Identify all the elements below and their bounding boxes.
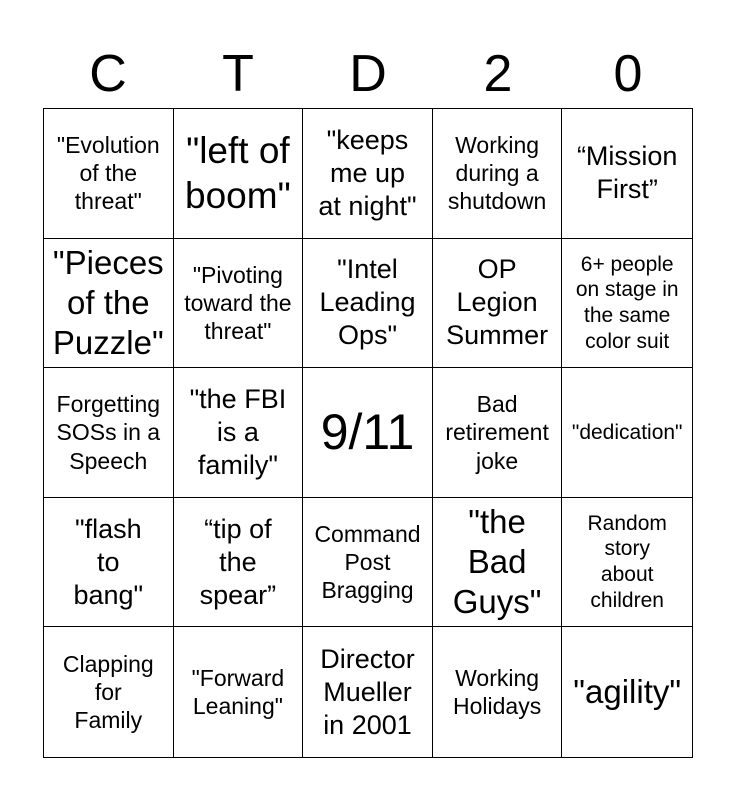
bingo-cell-r2c5[interactable] — [562, 239, 692, 369]
bingo-cell-r1c2[interactable] — [174, 109, 304, 239]
bingo-cell-r1c5[interactable] — [562, 109, 692, 239]
bingo-cell-r3c1[interactable] — [44, 368, 174, 498]
bingo-cell-text: 9/11 — [320, 403, 415, 460]
bingo-cell-r2c2[interactable] — [174, 239, 304, 369]
bingo-cell-text: "Pieces of the Puzzle" — [52, 243, 164, 362]
bingo-cell-r2c1[interactable] — [44, 239, 174, 369]
bingo-cell-text: Command Post Bragging — [314, 521, 421, 604]
bingo-cell-text: OP Legion Summer — [446, 254, 549, 351]
bingo-cell-text: Forgetting SOSs in a Speech — [56, 391, 161, 474]
header-letter-5: 0 — [613, 45, 643, 103]
bingo-cell-text: “Mission First” — [576, 141, 678, 205]
bingo-cell-text: Random story about children — [587, 511, 667, 612]
bingo-cell-text: "keeps me up at night" — [318, 124, 417, 221]
bingo-cell-r2c4[interactable] — [433, 239, 563, 369]
bingo-cell-r5c3[interactable] — [303, 627, 433, 757]
bingo-cell-text: "the Bad Guys" — [452, 502, 542, 621]
bingo-cell-text: 6+ people on stage in the same color suit — [575, 252, 679, 353]
bingo-cell-r4c4[interactable] — [433, 498, 563, 628]
bingo-cell-r5c5[interactable] — [562, 627, 692, 757]
bingo-cell-text: Working during a shutdown — [447, 132, 547, 215]
bingo-cell-center[interactable] — [303, 368, 433, 498]
bingo-cell-r5c1[interactable] — [44, 627, 174, 757]
bingo-cell-text: Director Mueller in 2001 — [320, 643, 415, 740]
bingo-cell-text: "agility" — [573, 673, 682, 711]
bingo-cell-text: "Intel Leading Ops" — [319, 254, 416, 351]
bingo-cell-text: "Evolution of the threat" — [56, 132, 160, 215]
bingo-cell-r1c4[interactable] — [433, 109, 563, 239]
bingo-cell-r1c1[interactable] — [44, 109, 174, 239]
bingo-cell-r4c2[interactable] — [174, 498, 304, 628]
bingo-header — [43, 40, 693, 108]
bingo-cell-text: "flash to bang" — [73, 513, 144, 610]
bingo-cell-text: "Pivoting toward the threat" — [184, 261, 292, 344]
bingo-cell-text: "Forward Leaning" — [191, 665, 285, 720]
bingo-cell-r4c1[interactable] — [44, 498, 174, 628]
bingo-cell-r4c5[interactable] — [562, 498, 692, 628]
bingo-cell-text: "dedication" — [571, 420, 683, 444]
header-letter-4: 2 — [483, 45, 513, 103]
bingo-cell-r4c3[interactable] — [303, 498, 433, 628]
bingo-cell-r2c3[interactable] — [303, 239, 433, 369]
bingo-cell-r3c4[interactable] — [433, 368, 563, 498]
bingo-cell-text: “tip of the spear” — [199, 513, 277, 610]
bingo-cell-text: "the FBI is a family" — [189, 384, 287, 480]
bingo-cell-text: Bad retirement joke — [445, 391, 549, 474]
bingo-cell-text: "left of boom" — [185, 130, 291, 217]
header-letter-2: T — [222, 45, 254, 103]
bingo-cell-text: Clapping for Family — [62, 651, 154, 734]
bingo-cell-r1c3[interactable] — [303, 109, 433, 239]
bingo-board — [43, 108, 693, 758]
bingo-cell-r3c2[interactable] — [174, 368, 304, 498]
header-letter-1: C — [89, 45, 127, 103]
bingo-cell-text: Working Holidays — [452, 665, 542, 720]
header-letter-3: D — [349, 45, 387, 103]
bingo-cell-r3c5[interactable] — [562, 368, 692, 498]
bingo-cell-r5c2[interactable] — [174, 627, 304, 757]
bingo-cell-r5c4[interactable] — [433, 627, 563, 757]
